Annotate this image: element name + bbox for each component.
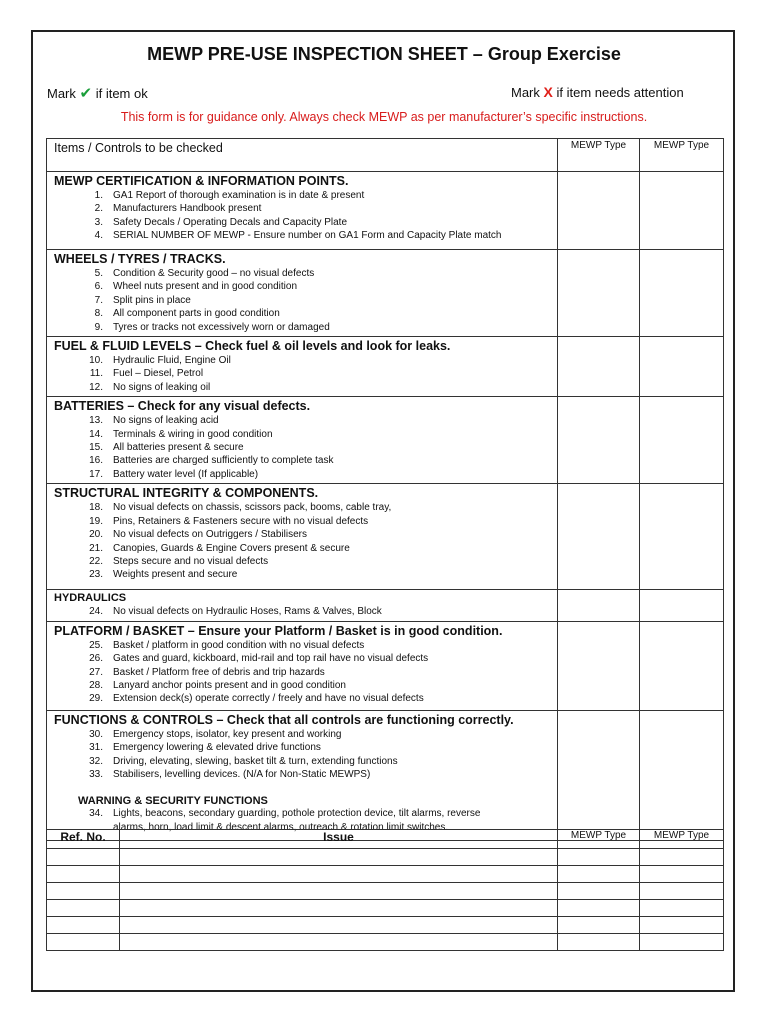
item-number: 4. (94, 230, 103, 242)
item-text: Terminals & wiring in good condition (113, 428, 273, 440)
checklist-item (47, 568, 557, 581)
legend-ok: Mark ✔ if item ok (47, 85, 148, 102)
mewp-type-check-cell[interactable] (558, 337, 640, 397)
checklist-section (47, 397, 724, 484)
item-number: 23. (89, 569, 103, 581)
item-number: 1. (94, 190, 103, 201)
item-number: 30. (89, 728, 103, 740)
item-number: 5. (94, 268, 103, 279)
checklist-section (47, 590, 724, 621)
legend-attention: Mark X if item needs attention (511, 84, 684, 100)
item-text: Tyres or tracks not excessively worn or damaged (113, 321, 330, 333)
checklist-item (47, 755, 557, 768)
checklist-section (47, 710, 724, 840)
issue-mewp-type-cell[interactable] (640, 917, 724, 934)
mewp-type-check-cell[interactable] (640, 337, 724, 397)
issue-mewp-type-header-1: MEWP Type (558, 830, 640, 849)
issue-mewp-type-cell[interactable] (558, 883, 640, 900)
item-number: 11. (89, 368, 103, 380)
item-text: No visual defects on Outriggers / Stabilisers (113, 529, 307, 541)
items-column-header: Items / Controls to be checked (47, 139, 558, 172)
checklist-item (47, 294, 557, 307)
issues-table (46, 829, 724, 951)
item-text: Safety Decals / Operating Decals and Capacity Plate (113, 216, 348, 228)
item-text: Batteries are charged sufficiently to complete task (113, 455, 334, 467)
issue-cell[interactable] (120, 866, 558, 883)
section-title: MEWP CERTIFICATION & INFORMATION POINTS. (54, 174, 349, 188)
mewp-type-check-cell[interactable] (640, 710, 724, 840)
inspection-checklist-table (46, 138, 724, 841)
issue-mewp-type-cell[interactable] (640, 883, 724, 900)
ref-no-header: Ref. No. (47, 830, 120, 849)
item-text: Condition & Security good – no visual defects (113, 268, 315, 279)
checklist-item (47, 229, 557, 242)
item-number: 18. (89, 502, 103, 514)
section-title: WHEELS / TYRES / TRACKS. (54, 252, 226, 266)
item-number: 26. (89, 653, 103, 665)
item-number: 31. (89, 742, 103, 754)
item-text: Extension deck(s) operate correctly / freely and have no visual defects (113, 693, 424, 705)
item-number: 16. (89, 455, 103, 467)
mewp-type-header-1: MEWP Type (558, 139, 640, 172)
ref-no-cell[interactable] (47, 917, 120, 934)
section-title: BATTERIES – Check for any visual defects. (54, 399, 311, 414)
item-number: 19. (89, 515, 103, 527)
item-text: Gates and guard, kickboard, mid-rail and top rail have no visual defects (113, 653, 429, 665)
mewp-type-check-cell[interactable] (640, 621, 724, 710)
section-title: FUEL & FLUID LEVELS – Check fuel & oil levels and look for leaks. (54, 339, 451, 354)
item-text: No visual defects on chassis, scissors pack, booms, cable tray, (113, 502, 392, 514)
ref-no-cell[interactable] (47, 900, 120, 917)
item-number: 13. (89, 415, 103, 427)
item-number: 21. (89, 542, 103, 554)
checklist-item (47, 468, 557, 481)
section-title: PLATFORM / BASKET – Ensure your Platform / Basket is in good condition. (54, 623, 503, 638)
mewp-type-check-cell[interactable] (640, 172, 724, 250)
checklist-item (47, 768, 557, 781)
checklist-item (47, 354, 557, 367)
item-text: Hydraulic Fluid, Engine Oil (113, 355, 231, 367)
ref-no-cell[interactable] (47, 866, 120, 883)
checklist-item (47, 652, 557, 665)
checklist-item (47, 202, 557, 215)
issue-mewp-type-cell[interactable] (558, 866, 640, 883)
issue-mewp-type-cell[interactable] (558, 849, 640, 866)
item-text: GA1 Report of thorough examination is in date & present (113, 190, 365, 201)
issue-row (47, 934, 724, 951)
item-text: No signs of leaking oil (113, 381, 211, 393)
issue-mewp-type-header-2: MEWP Type (640, 830, 724, 849)
issue-mewp-type-cell[interactable] (640, 900, 724, 917)
checklist-item (47, 605, 557, 618)
checklist-section (47, 621, 724, 710)
subsection-title: WARNING & SECURITY FUNCTIONS (78, 795, 268, 808)
checklist-item (47, 414, 557, 427)
mewp-type-check-cell[interactable] (558, 250, 640, 337)
item-text: Steps secure and no visual defects (113, 555, 269, 567)
checklist-item (47, 555, 557, 568)
item-text: Canopies, Guards & Engine Covers present & secure (113, 542, 350, 554)
issue-row (47, 917, 724, 934)
item-text: Lights, beacons, secondary guarding, pothole protection device, tilt alarms, reverse (113, 808, 481, 820)
issue-row (47, 866, 724, 883)
ref-no-cell[interactable] (47, 849, 120, 866)
checklist-item (47, 501, 557, 514)
item-number: 28. (89, 679, 103, 691)
mewp-type-check-cell[interactable] (558, 397, 640, 484)
item-number: 14. (89, 428, 103, 440)
cross-icon: X (543, 84, 553, 100)
checklist-section (47, 337, 724, 397)
mewp-type-check-cell[interactable] (640, 590, 724, 621)
issue-cell[interactable] (120, 883, 558, 900)
item-text: Split pins in place (113, 294, 191, 306)
issue-mewp-type-cell[interactable] (640, 934, 724, 951)
issue-header: Issue (120, 830, 558, 849)
item-text: No signs of leaking acid (113, 415, 219, 427)
item-number: 8. (94, 308, 103, 320)
item-text: Manufacturers Handbook present (113, 203, 262, 215)
issue-mewp-type-cell[interactable] (558, 900, 640, 917)
checklist-item (47, 428, 557, 441)
checklist-item (47, 267, 557, 280)
checklist-item (47, 666, 557, 679)
item-number: 24. (89, 606, 103, 618)
item-text: Pins, Retainers & Fasteners secure with no visual defects (113, 515, 369, 527)
item-text: Basket / platform in good condition with no visual defects (113, 639, 365, 651)
checklist-item (47, 515, 557, 528)
checklist-item (47, 189, 557, 202)
checklist-item (47, 321, 557, 334)
issue-cell[interactable] (120, 900, 558, 917)
checklist-item (47, 367, 557, 380)
section-title: HYDRAULICS (54, 592, 127, 605)
checklist-section (47, 484, 724, 590)
issue-mewp-type-cell[interactable] (640, 849, 724, 866)
issue-mewp-type-cell[interactable] (558, 917, 640, 934)
mewp-type-check-cell[interactable] (558, 484, 640, 590)
item-text: Fuel – Diesel, Petrol (113, 368, 204, 380)
checklist-item (47, 307, 557, 320)
item-number: 34. (89, 808, 103, 820)
checklist-item (47, 381, 557, 394)
item-number: 15. (89, 442, 103, 454)
issue-cell[interactable] (120, 849, 558, 866)
page-title: MEWP PRE-USE INSPECTION SHEET – Group Exercise (147, 44, 621, 64)
item-text: Lanyard anchor points present and in good condition (113, 679, 346, 691)
item-number: 7. (94, 294, 103, 306)
item-text: All batteries present & secure (113, 442, 244, 454)
mewp-type-check-cell[interactable] (558, 172, 640, 250)
issue-mewp-type-cell[interactable] (558, 934, 640, 951)
checkmark-icon: ✔ (79, 85, 93, 102)
item-number: 6. (94, 281, 103, 293)
item-number: 25. (89, 639, 103, 651)
checklist-item (47, 741, 557, 754)
checklist-item (47, 728, 557, 741)
checklist-section (47, 172, 724, 250)
checklist-item (47, 216, 557, 229)
item-number: 33. (89, 768, 103, 780)
mewp-type-check-cell[interactable] (558, 710, 640, 840)
item-text: Battery water level (If applicable) (113, 468, 259, 480)
item-text: Weights present and secure (113, 569, 238, 581)
item-text: No visual defects on Hydraulic Hoses, Rams & Valves, Block (113, 606, 382, 618)
issue-row (47, 883, 724, 900)
issue-cell[interactable] (120, 934, 558, 951)
item-number: 32. (89, 755, 103, 767)
checklist-item (47, 441, 557, 454)
checklist-item (47, 807, 557, 820)
checklist-item (47, 280, 557, 293)
item-text: Basket / Platform free of debris and trip hazards (113, 666, 325, 678)
item-text: All component parts in good condition (113, 308, 280, 320)
checklist-item (47, 542, 557, 555)
mewp-type-check-cell[interactable] (640, 484, 724, 590)
item-number: 20. (89, 529, 103, 541)
item-number: 29. (89, 693, 103, 705)
issue-row (47, 849, 724, 866)
section-title: FUNCTIONS & CONTROLS – Check that all controls are functioning correctly. (54, 712, 514, 727)
item-number: 10. (89, 355, 103, 367)
item-text: Wheel nuts present and in good condition (113, 281, 298, 293)
checklist-item (47, 454, 557, 467)
mewp-type-check-cell[interactable] (640, 250, 724, 337)
item-text: Driving, elevating, slewing, basket tilt & turn, extending functions (113, 755, 398, 767)
item-number: 2. (94, 203, 103, 215)
item-number: 22. (89, 555, 103, 567)
checklist-item (47, 679, 557, 692)
item-text: Emergency stops, isolator, key present and working (113, 728, 342, 740)
checklist-item (47, 528, 557, 541)
item-text: SERIAL NUMBER OF MEWP - Ensure number on GA1 Form and Capacity Plate match (113, 230, 502, 242)
mewp-type-check-cell[interactable] (558, 621, 640, 710)
issue-row (47, 900, 724, 917)
ref-no-cell[interactable] (47, 883, 120, 900)
issue-mewp-type-cell[interactable] (640, 866, 724, 883)
item-text: Stabilisers, levelling devices. (N/A for Non-Static MEWPS) (113, 768, 371, 780)
guidance-warning: This form is for guidance only. Always check MEWP as per manufacturer’s specific instructions. (120, 110, 648, 124)
mewp-type-header-2: MEWP Type (640, 139, 724, 172)
mewp-type-check-cell[interactable] (558, 590, 640, 621)
mewp-type-check-cell[interactable] (640, 397, 724, 484)
checklist-item (47, 639, 557, 652)
ref-no-cell[interactable] (47, 934, 120, 951)
item-number: 17. (89, 468, 103, 480)
checklist-section (47, 250, 724, 337)
checklist-item (47, 692, 557, 705)
item-number: 3. (94, 216, 103, 228)
section-title: STRUCTURAL INTEGRITY & COMPONENTS. (54, 486, 319, 501)
item-number: 27. (89, 666, 103, 678)
item-number: 12. (89, 381, 103, 393)
item-text: alarms, horn, load limit & descent alarms, outreach & rotation limit switches. (113, 821, 449, 833)
issue-cell[interactable] (120, 917, 558, 934)
item-text: Emergency lowering & elevated drive functions (113, 742, 321, 754)
item-number: 9. (94, 321, 103, 333)
